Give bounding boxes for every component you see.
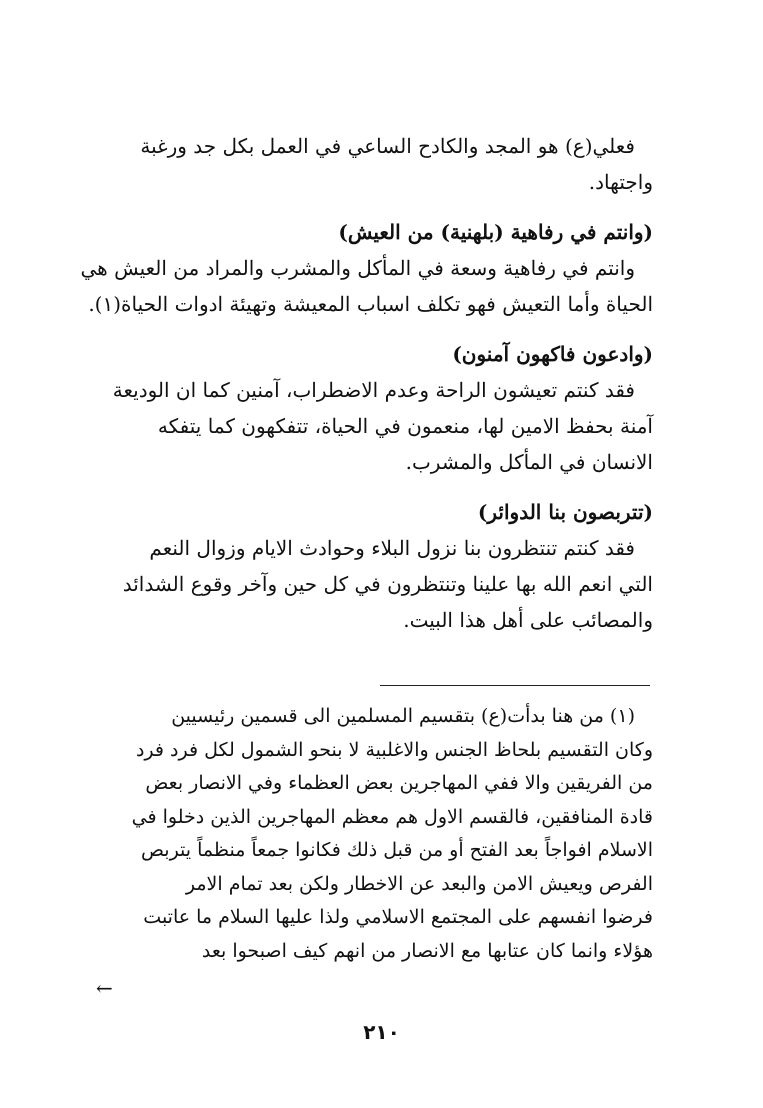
section-3-line-3: والمصائب على أهل هذا البيت. (403, 608, 653, 632)
footnote-line-4: قادة المنافقين، فالقسم الاول هم معظم المهاجرين الذين دخلوا في (131, 805, 653, 828)
footnote (90, 700, 653, 968)
page-body (80, 128, 653, 652)
footnote-line-2: وكان التقسيم بلحاظ الجنس والاغلبية لا بنحو الشمول لكل فرد فرد (135, 738, 653, 761)
section-3-line-2: التي انعم الله بها علينا وتنتظرون في كل حين وآخر وقوع الشدائد (122, 572, 653, 596)
footnote-line-8: هؤلاء وانما كان عتابها مع الانصار من انهم كيف اصبحوا بعد (201, 939, 653, 962)
section-1 (80, 214, 653, 322)
continuation-arrow-icon: ← (96, 976, 113, 1000)
intro-line-1: فعلي(ع) هو المجد والكادح الساعي في العمل بكل جد ورغبة (140, 134, 635, 158)
intro-line-2: واجتهاد. (588, 170, 653, 194)
section-1-heading: (وانتم في رفاهية (بلهنية) من العيش) (338, 220, 653, 244)
section-3 (90, 494, 653, 638)
section-2-heading: (وادعون فاكهون آمنون) (452, 342, 653, 366)
section-1-line-1: وانتم في رفاهية وسعة في المأكل والمشرب والمراد من العيش هي (80, 256, 635, 280)
section-2-line-1: فقد كنتم تعيشون الراحة وعدم الاضطراب، آمنين كما ان الوديعة (112, 378, 635, 402)
section-3-line-1: فقد كنتم تنتظرون بنا نزول البلاء وحوادث الايام وزوال النعم (149, 536, 635, 560)
section-1-line-2: الحياة وأما التعيش فهو تكلف اسباب المعيشة وتهيئة ادوات الحياة(١). (88, 292, 653, 316)
footnote-line-3: من الفريقين والا ففي المهاجرين بعض العظماء وفي الانصار بعض (145, 772, 653, 794)
footnote-line-6: الفرص ويعيش الامن والبعد عن الاخطار ولكن بعد تمام الامر (185, 872, 653, 895)
footnote-divider (380, 685, 650, 686)
page-number: ٢١٠ (363, 1020, 400, 1044)
section-2-line-3: الانسان في المأكل والمشرب. (405, 450, 653, 474)
intro-paragraph (90, 128, 653, 200)
footnote-line-5: الاسلام افواجاً بعد الفتح أو من قبل ذلك فكانوا جمعاً منظماً يتربص (141, 839, 653, 861)
footnote-line-1: (١) من هنا بدأت(ع) بتقسيم المسلمين الى قسمين رئيسيين (171, 705, 635, 727)
section-2 (90, 336, 653, 480)
section-3-heading: (تتربصون بنا الدوائر) (477, 500, 653, 524)
section-2-line-2: آمنة بحفظ الامين لها، منعمون في الحياة، تتفكهون كما يتفكه (157, 414, 653, 438)
footnote-line-7: فرضوا انفسهم على المجتمع الاسلامي ولذا عليها السلام ما عاتبت (143, 906, 653, 928)
